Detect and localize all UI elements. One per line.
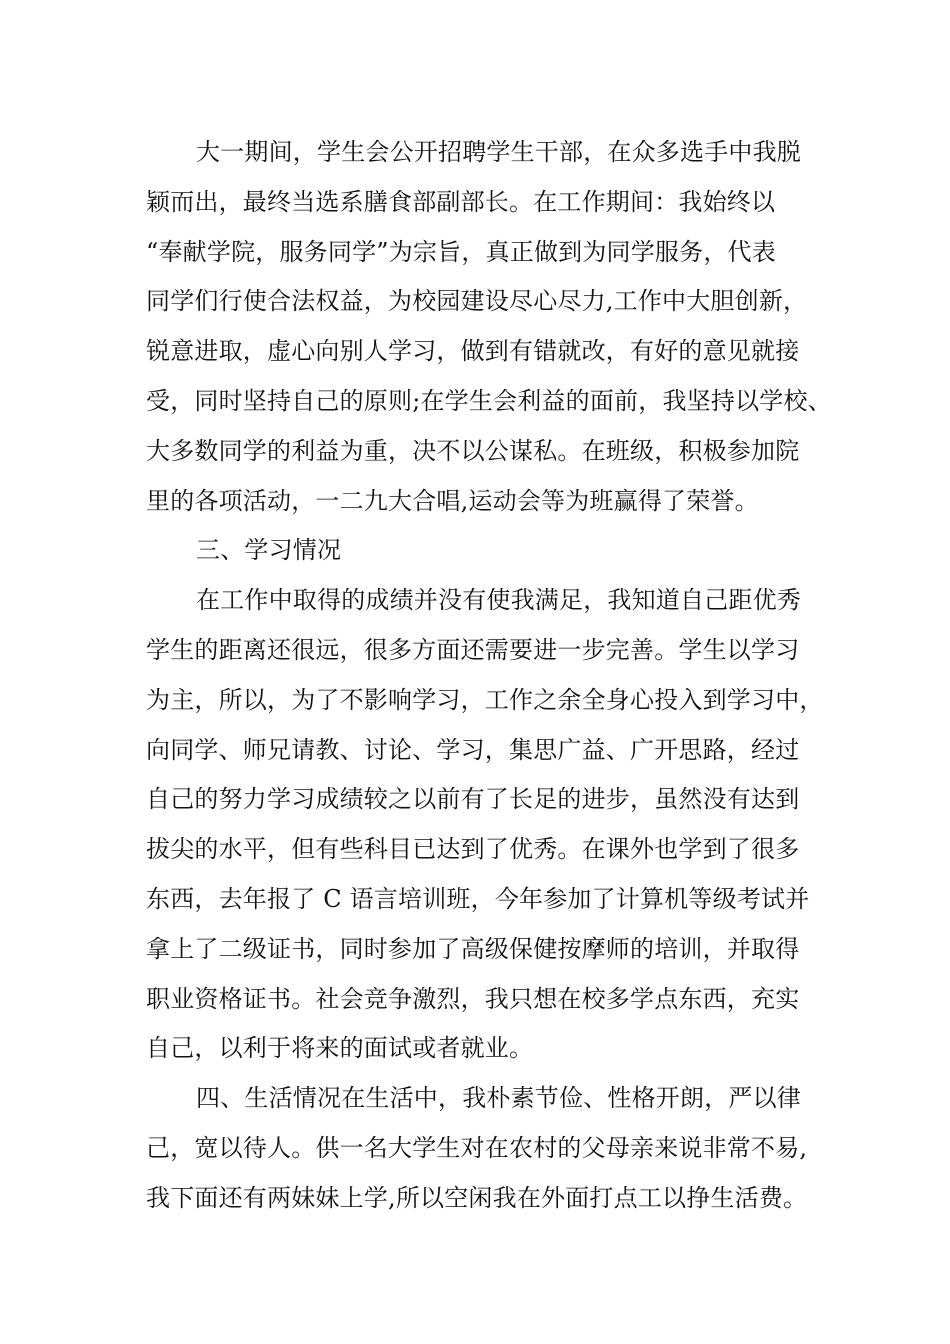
paragraph-line: 我下面还有两妹妹上学,所以空闲我在外面打点工以挣生活费。 <box>146 1183 808 1212</box>
paragraph-line: 四、生活情况在生活中，我朴素节俭、性格开朗，严以律 <box>196 1084 801 1113</box>
paragraph-line: 大一期间，学生会公开招聘学生干部，在众多选手中我脱 <box>196 138 801 166</box>
paragraph-line: 锐意进取，虚心向别人学习，做到有错就改，有好的意见就接 <box>146 337 800 366</box>
paragraph-line: 颖而出，最终当选系膳食部副部长。在工作期间：我始终以 <box>146 187 776 216</box>
paragraph-line: 受，同时坚持自己的原则;在学生会利益的面前，我坚持以学校、 <box>146 386 832 415</box>
paragraph-line: 向同学、师兄请教、讨论、学习，集思广益、广开思路，经过 <box>146 735 800 764</box>
paragraph-line: 自己，以利于将来的面试或者就业。 <box>146 1034 534 1063</box>
paragraph-line: 东西，去年报了 C 语言培训班，今年参加了计算机等级考试并 <box>146 884 810 913</box>
paragraph-line: 学生的距离还很远，很多方面还需要进一步完善。学生以学习 <box>146 635 800 664</box>
paragraph-line: 在工作中取得的成绩并没有使我满足，我知道自己距优秀 <box>196 586 801 615</box>
paragraph-line: 职业资格证书。社会竞争激烈，我只想在校多学点东西，充实 <box>146 984 800 1013</box>
paragraph-line: 己，宽以待人。供一名大学生对在农村的父母亲来说非常不易, <box>146 1133 808 1162</box>
paragraph-line: “奉献学院，服务同学”为宗旨，真正做到为同学服务，代表 <box>146 237 776 266</box>
paragraph-line: 同学们行使合法权益，为校园建设尽心尽力,工作中大胆创新， <box>146 287 808 316</box>
paragraph-line: 大多数同学的利益为重，决不以公谋私。在班级，积极参加院 <box>146 436 800 465</box>
section-heading: 三、学习情况 <box>196 536 342 565</box>
paragraph-line: 里的各项活动，一二九大合唱,运动会等为班赢得了荣誉。 <box>146 486 759 515</box>
paragraph-line: 拔尖的水平，但有些科目已达到了优秀。在课外也学到了很多 <box>146 835 800 864</box>
paragraph-line: 拿上了二级证书，同时参加了高级保健按摩师的培训，并取得 <box>146 934 800 963</box>
document-body <box>146 128 836 1224</box>
paragraph-line: 自己的努力学习成绩较之以前有了长足的进步，虽然没有达到 <box>146 785 800 814</box>
paragraph-line: 为主，所以，为了不影响学习，工作之余全身心投入到学习中， <box>146 685 824 714</box>
